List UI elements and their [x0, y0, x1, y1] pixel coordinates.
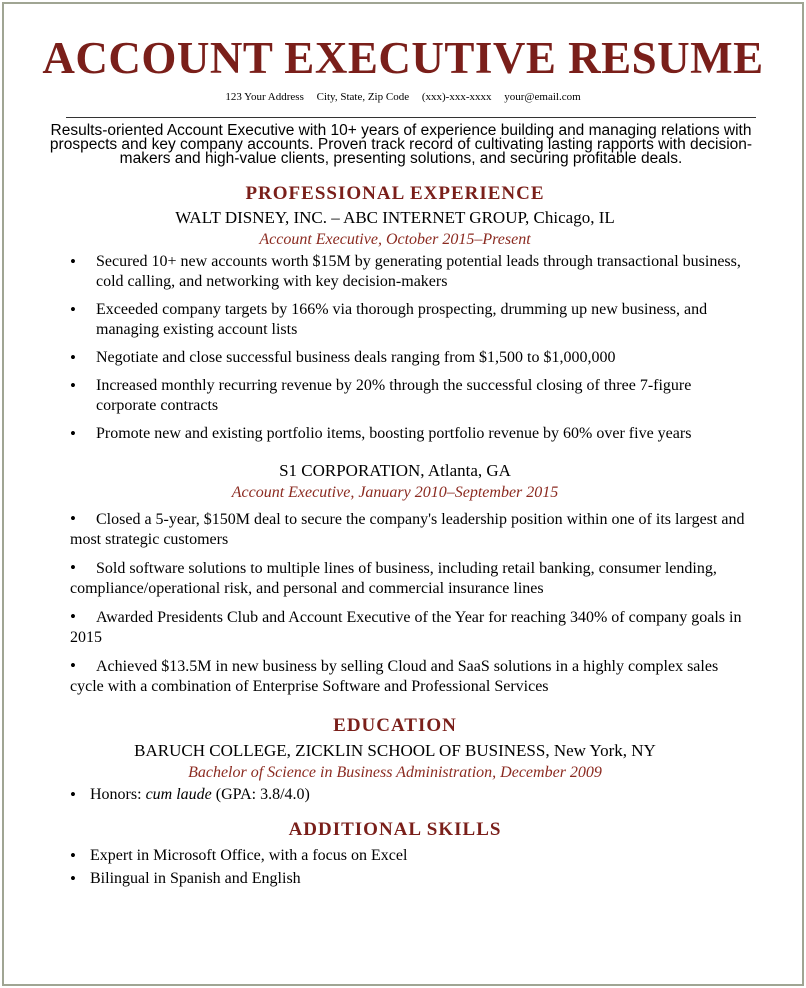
professional-summary: Results-oriented Account Executive with 10+ years of experience building and managing relations with prospects and key company accounts. Proven track record of cultivating lasting rapports with decision-makers and high-value clients, presenting solutions, and securing profitable deals. — [49, 122, 753, 167]
contact-email: your@email.com — [504, 91, 581, 103]
list-item: • Expert in Microsoft Office, with a focus on Excel — [70, 846, 750, 866]
school-name: BARUCH COLLEGE, ZICKLIN SCHOOL OF BUSINESS, New York, NY — [134, 741, 656, 760]
list-item — [70, 785, 750, 805]
employer-1: WALT DISNEY, INC. – ABC INTERNET GROUP, Chicago, IL — [175, 208, 615, 227]
list-item: • Negotiate and close successful business deals ranging from $1,500 to $1,000,000 — [70, 348, 750, 368]
list-item: • Sold software solutions to multiple lines of business, including retail banking, consumer lending, compliance/operational risk, and personal and commercial insurance lines — [70, 558, 750, 599]
honors-value: cum laude — [145, 786, 212, 803]
honors-label: Honors: — [90, 786, 146, 803]
list-item: • Awarded Presidents Club and Account Executive of the Year for reaching 340% of company goals in 2015 — [70, 607, 750, 648]
skills-bullets — [70, 846, 750, 889]
list-item: • Increased monthly recurring revenue by 20% through the successful closing of three 7-figure corporate contracts — [70, 376, 750, 416]
resume-title: ACCOUNT EXECUTIVE RESUME — [42, 33, 764, 83]
role-2: Account Executive, January 2010–September 2015 — [231, 484, 559, 501]
role-1: Account Executive, October 2015–Present — [259, 231, 531, 248]
degree: Bachelor of Science in Business Administration, December 2009 — [188, 764, 602, 781]
list-item: • Promote new and existing portfolio items, boosting portfolio revenue by 60% over five years — [70, 424, 750, 444]
list-item: • Exceeded company targets by 166% via thorough prospecting, drumming up new business, and managing existing account lists — [70, 300, 750, 340]
contact-phone: (xxx)-xxx-xxxx — [421, 91, 492, 103]
contact-line — [0, 89, 806, 105]
education-bullets — [70, 785, 750, 805]
honors-gpa: (GPA: 3.8/4.0) — [211, 786, 310, 803]
section-heading-experience: PROFESSIONAL EXPERIENCE — [245, 183, 545, 204]
employer-2: S1 CORPORATION, Atlanta, GA — [279, 461, 511, 480]
list-item: • Closed a 5-year, $150M deal to secure the company's leadership position within one of its largest and most strategic customers — [70, 509, 750, 550]
job-1-bullets — [70, 252, 750, 444]
list-item: • Achieved $13.5M in new business by selling Cloud and SaaS solutions in a highly complex sales cycle with a combination of Enterprise Software and Professional Services — [70, 656, 750, 697]
section-heading-skills: ADDITIONAL SKILLS — [288, 819, 502, 840]
contact-city: City, State, Zip Code — [316, 91, 410, 103]
list-item: • Secured 10+ new accounts worth $15M by generating potential leads through transactional business, cold calling, and networking with key decision-makers — [70, 252, 750, 292]
header-divider — [66, 117, 756, 118]
list-item: • Bilingual in Spanish and English — [70, 869, 750, 889]
section-heading-education: EDUCATION — [333, 715, 457, 736]
contact-address: 123 Your Address — [225, 91, 304, 103]
job-2-bullets — [70, 509, 750, 697]
